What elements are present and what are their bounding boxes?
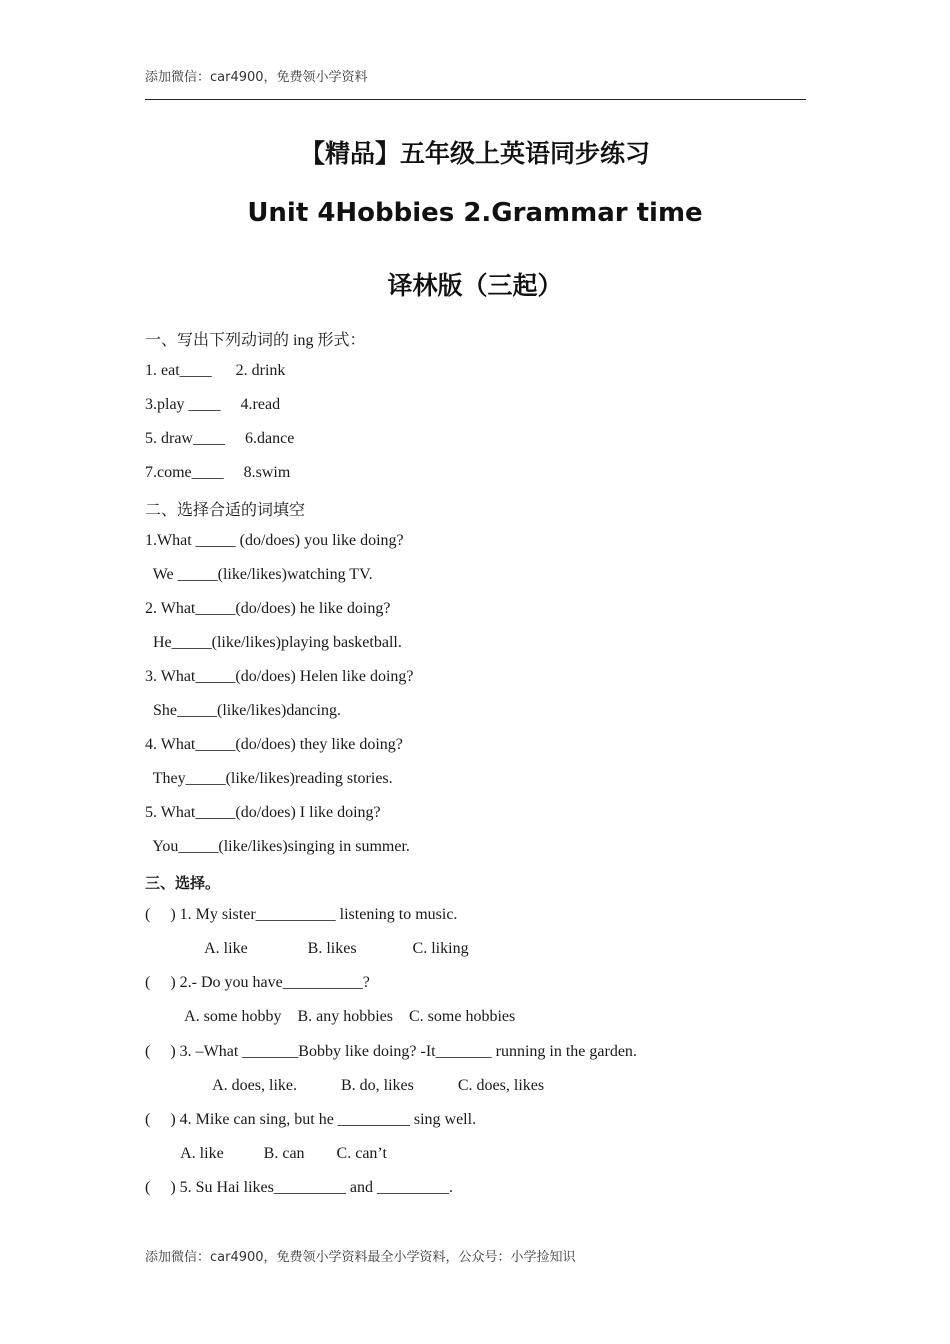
header-text: 添加微信：car4900，免费领小学资料 [145, 70, 368, 85]
exercise-line: 1.What _____ (do/does) you like doing? [145, 532, 404, 549]
section2-heading: 二、选择合适的词填空 [145, 502, 306, 519]
title-line-2: Unit 4Hobbies 2.Grammar time [247, 198, 703, 228]
exercise-options: A. does, like. B. do, likes C. does, likes [145, 1077, 545, 1094]
exercise-line: 7.come____ 8.swim [145, 464, 291, 481]
exercise-line: You_____(like/likes)singing in summer. [145, 838, 410, 855]
exercise-line: ( ) 5. Su Hai likes_________ and _________. [145, 1179, 453, 1196]
exercise-options: A. like B. likes C. liking [145, 940, 469, 957]
exercise-line: He_____(like/likes)playing basketball. [145, 634, 402, 651]
exercise-options: A. like B. can C. can’t [145, 1145, 387, 1162]
page-footer: 添加微信：car4900，免费领小学资料最全小学资料，公众号：小学捡知识 [145, 1250, 576, 1265]
exercise-line: ( ) 2.- Do you have__________? [145, 974, 370, 991]
exercise-line: 2. What_____(do/does) he like doing? [145, 600, 391, 617]
exercise-line: ( ) 1. My sister__________ listening to music. [145, 906, 458, 923]
exercise-line: 3. What_____(do/does) Helen like doing? [145, 668, 414, 685]
exercise-line: 1. eat____ 2. drink [145, 362, 286, 379]
section3-heading: 三、选择。 [145, 874, 221, 892]
exercise-line: ( ) 4. Mike can sing, but he _________ sing well. [145, 1111, 477, 1128]
exercise-line: 5. What_____(do/does) I like doing? [145, 804, 381, 821]
exercise-line: 5. draw____ 6.dance [145, 430, 295, 447]
title-line-1: 【精品】五年级上英语同步练习 [299, 139, 650, 168]
exercise-line: 3.play ____ 4.read [145, 396, 281, 413]
exercise-line: She_____(like/likes)dancing. [145, 702, 341, 719]
exercise-line: They_____(like/likes)reading stories. [145, 770, 393, 787]
title-line-3: 译林版（三起） [387, 271, 563, 300]
header-divider [145, 99, 806, 100]
exercise-line: We _____(like/likes)watching TV. [145, 566, 373, 583]
section1-heading: 一、写出下列动词的 ing 形式： [145, 332, 366, 349]
exercise-line: ( ) 3. –What _______Bobby like doing? -It_______ running in the garden. [145, 1043, 637, 1060]
exercise-line: 4. What_____(do/does) they like doing? [145, 736, 403, 753]
exercise-options: A. some hobby B. any hobbies C. some hobbies [145, 1008, 516, 1025]
